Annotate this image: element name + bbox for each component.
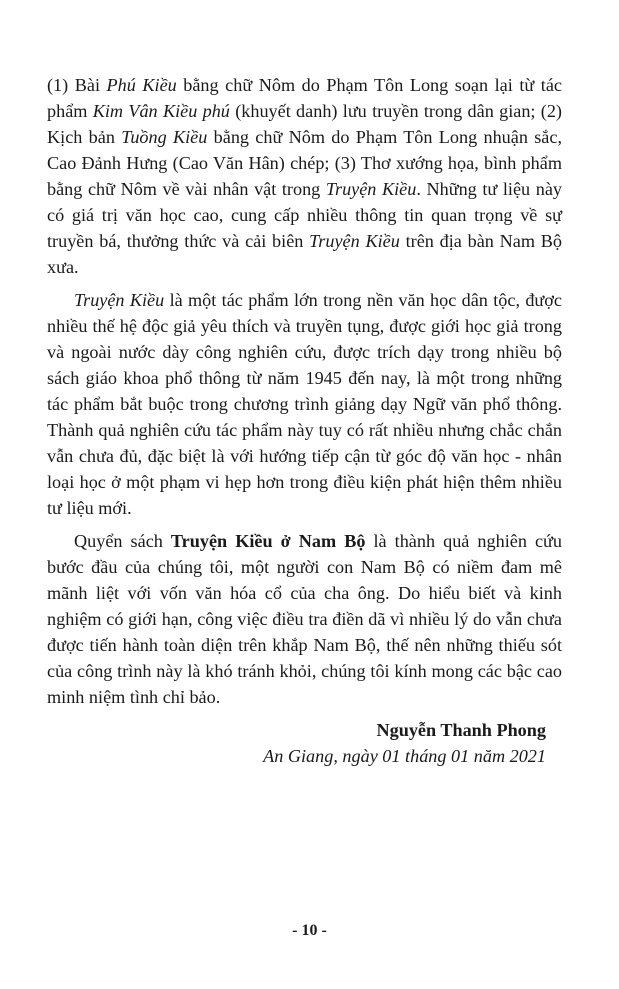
paragraph-text <box>47 287 562 521</box>
italic-title: Tuồng Kiều <box>121 127 208 147</box>
body-text <box>47 72 562 769</box>
text-run: bằng chữ Nôm do Phạm Tôn Long nhuận sắc, Cao Đảnh Hưng (Cao Văn Hân) chép; (3) Thơ xướng họa, bình phẩm bằng chữ Nôm về vài nhân vật trong <box>47 127 562 199</box>
signature-block <box>47 717 562 769</box>
author-name: Nguyễn Thanh Phong <box>376 720 546 740</box>
place-date: An Giang, ngày 01 tháng 01 năm 2021 <box>263 746 546 766</box>
text-run: (1) Bài <box>47 75 107 95</box>
text-run: bằng chữ Nôm do Phạm Tôn Long soạn lại từ tác phẩm <box>47 75 562 121</box>
text-run: trên địa bàn Nam Bộ xưa. <box>47 231 563 277</box>
italic-title: Truyện Kiều <box>309 231 400 251</box>
paragraph-text <box>47 72 562 280</box>
text-run: là một tác phẩm lớn trong nền văn học dân tộc, được nhiều thế hệ độc giả yêu thích và truyền tụng, được giới học giả trong và ngoài nước dày công nghiên cứu, được trích dạy trong nhiều bộ sách giáo khoa phổ thông từ năm 1945 đến nay, là một trong những tác phẩm bắt buộc trong chương trình giảng dạy Ngữ văn phổ thông. Thành quả nghiên cứu tác phẩm này tuy có rất nhiều nhưng chắc chắn vẫn chưa đủ, đặc biệt là với hướng tiếp cận từ góc độ văn học - nhân loại học ở một phạm vi hẹp hơn trong điều kiện phát hiện thêm nhiều tư liệu mới. <box>47 290 562 518</box>
paragraph-3 <box>47 528 562 710</box>
italic-title: Truyện Kiều <box>74 290 165 310</box>
italic-title: Phú Kiều <box>106 75 177 95</box>
paragraph-2 <box>47 287 562 521</box>
italic-title: Truyện Kiều <box>325 179 417 199</box>
text-run: . Những tư liệu này có giá trị văn học cao, cung cấp nhiều thông tin quan trọng về sự truyền bá, thưởng thức và cải biên <box>47 179 562 251</box>
bold-book-title: Truyện Kiều ở Nam Bộ <box>170 531 366 551</box>
page-number: - 10 - <box>292 922 327 939</box>
text-run: (khuyết danh) lưu truyền trong dân gian; (2) Kịch bản <box>47 101 562 147</box>
text-run: Quyển sách <box>74 531 171 551</box>
text-run: là thành quả nghiên cứu bước đầu của chúng tôi, một người con Nam Bộ có niềm đam mê mãnh liệt với vốn văn hóa cổ của cha ông. Do hiểu biết và kinh nghiệm có giới hạn, công việc điều tra điền dã vì nhiều lý do vẫn chưa được tiến hành toàn diện trên khắp Nam Bộ, thế nên những thiếu sót của công trình này là khó tránh khỏi, chúng tôi kính mong các bậc cao minh niệm tình chỉ bảo. <box>47 531 562 707</box>
italic-title: Kim Vân Kiều phú <box>92 101 230 121</box>
paragraph-text <box>47 528 562 710</box>
paragraph-1 <box>47 72 562 280</box>
